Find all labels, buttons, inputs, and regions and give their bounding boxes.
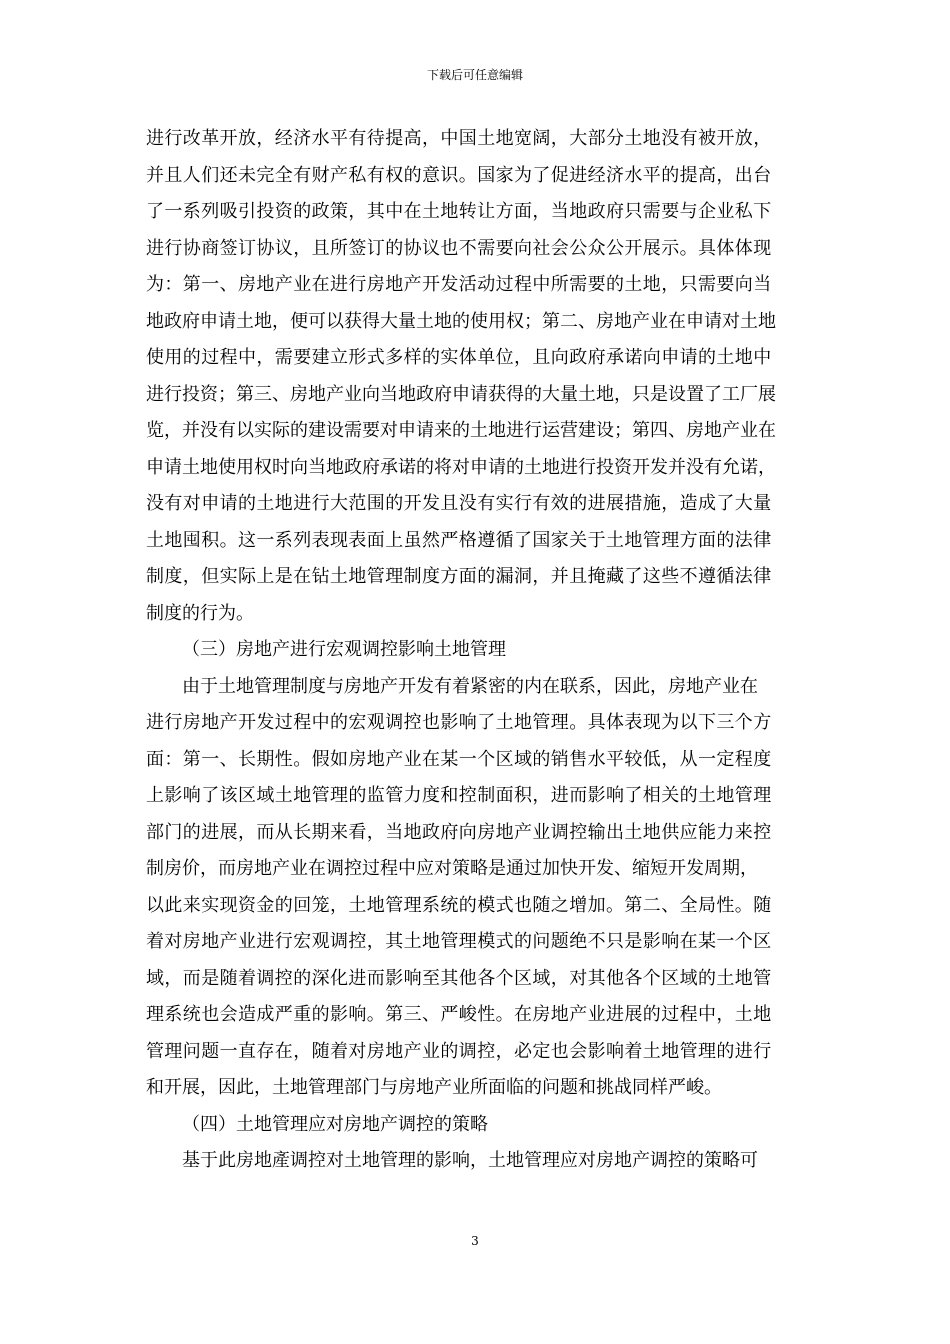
body-line: 并且人们还未完全有财产私有权的意识。国家为了促进经济水平的提高，出台 [146,164,772,186]
document-body [146,127,806,1186]
body-line: 管理问题一直存在，随着对房地产业的调控，必定也会影响着土地管理的进行 [146,1040,772,1062]
body-line: 进行协商签订协议，且所签订的协议也不需要向社会公众公开展示。具体体现 [146,237,772,259]
body-line: 上影响了该区域土地管理的监管力度和控制面积，进而影响了相关的土地管理 [146,785,772,806]
section-heading: （四）土地管理应对房地产调控的策略 [182,1113,488,1135]
body-line: 制度的行为。 [146,602,254,624]
paragraph-first-line: 由于土地管理制度与房地产开发有着紧密的内在联系，因此，房地产业在 [182,675,758,697]
page-header: 下载后可任意编辑 [426,68,523,82]
body-line: 没有对申请的土地进行大范围的开发且没有实行有效的进展措施，造成了大量 [146,493,772,514]
paragraph-first-line: 基于此房地產调控对土地管理的影响，土地管理应对房地产调控的策略可 [182,1150,758,1171]
body-line: 以此来实现资金的回笼，土地管理系统的模式也随之增加。第二、全局性。随 [146,894,772,916]
body-line: 土地囤积。这一系列表现表面上虽然严格遵循了国家关于土地管理方面的法律 [146,529,772,551]
body-line: 着对房地产业进行宏观调控，其土地管理模式的问题绝不只是影响在某一个区 [146,931,772,952]
body-line: 为：第一、房地产业在进行房地产开发活动过程中所需要的土地，只需要向当 [146,274,772,295]
body-line: 制度，但实际上是在钻土地管理制度方面的漏洞，并且掩藏了这些不遵循法律 [146,566,772,587]
body-line: 了一系列吸引投资的政策，其中在土地转让方面，当地政府只需要与企业私下 [146,201,772,222]
body-line: 申请土地使用权时向当地政府承诺的将对申请的土地进行投资开发并没有允诺， [146,456,776,478]
body-line: 地政府申请土地，便可以获得大量土地的使用权；第二、房地产业在申请对土地 [146,310,776,332]
body-line: 面：第一、长期性。假如房地产业在某一个区域的销售水平较低，从一定程度 [146,748,772,770]
body-line: 进行投资；第三、房地产业向当地政府申请获得的大量土地，只是设置了工厂展 [146,383,776,405]
body-line: 制房价，而房地产业在调控过程中应对策略是通过加快开发、缩短开发周期， [146,858,758,879]
page-number: 3 [471,1234,479,1248]
body-line: 览，并没有以实际的建设需要对申请来的土地进行运营建设；第四、房地产业在 [146,420,776,441]
body-line: 使用的过程中，需要建立形式多样的实体单位，且向政府承诺向申请的土地中 [146,347,772,368]
body-line: 和开展，因此，土地管理部门与房地产业所面临的问题和挑战同样严峻。 [146,1077,722,1098]
body-line: 部门的进展，而从长期来看，当地政府向房地产业调控输出土地供应能力来控 [146,821,772,843]
body-line: 域，而是随着调控的深化进而影响至其他各个区域，对其他各个区域的土地管 [146,967,772,989]
body-line: 理系统也会造成严重的影响。第三、严峻性。在房地产业进展的过程中，土地 [146,1004,772,1025]
body-line: 进行房地产开发过程中的宏观调控也影响了土地管理。具体表现为以下三个方 [146,712,772,733]
body-line: 进行改革开放，经济水平有待提高，中国土地宽阔，大部分土地没有被开放， [146,128,772,149]
section-heading: （三）房地产进行宏观调控影响土地管理 [182,639,506,660]
